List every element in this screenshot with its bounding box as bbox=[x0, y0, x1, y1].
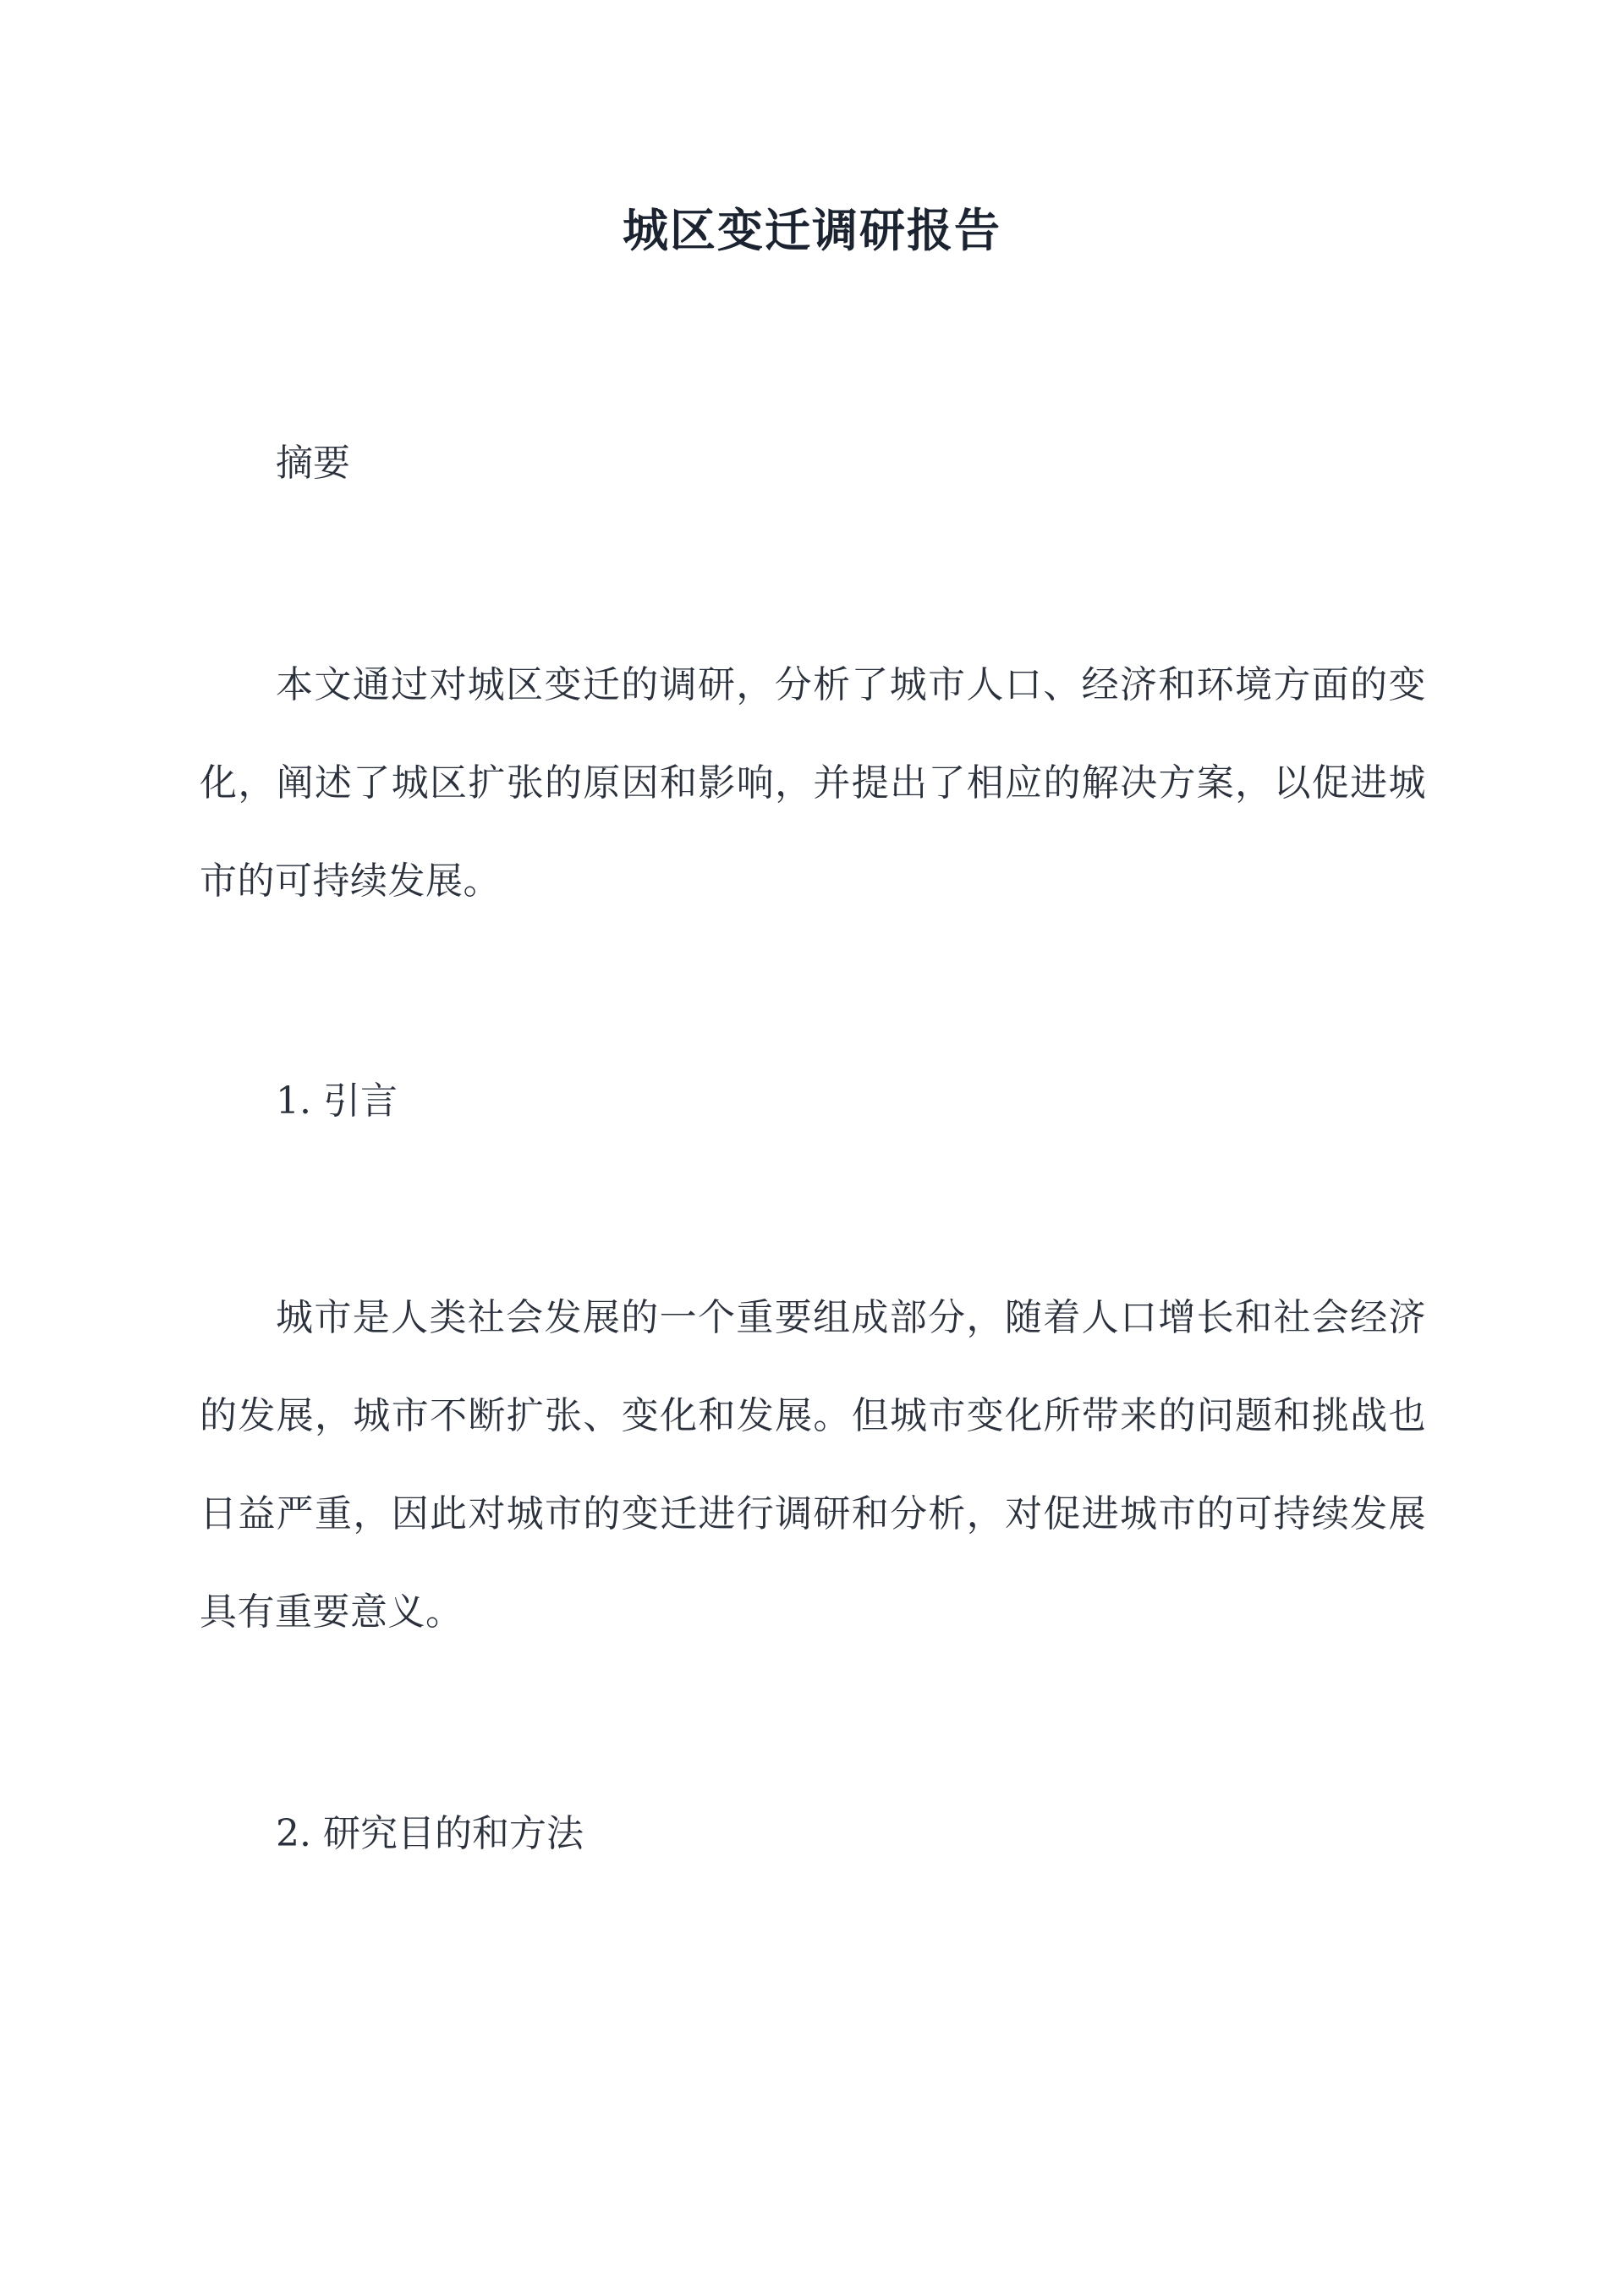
document-title: 城区变迁调研报告 bbox=[623, 203, 1001, 257]
section-1-paragraph: 城市是人类社会发展的一个重要组成部分，随着人口增长和社会经济的发展，城市不断扩张、变化和发展。但城市变化所带来的问题和挑战也日益严重，因此对城市的变迁进行调研和分析，对促进城市的可持续发展具有重要意义。 bbox=[200, 1296, 1426, 1634]
section-2-heading: 2. 研究目的和方法 bbox=[276, 1812, 584, 1855]
abstract-paragraph: 本文通过对城区变迁的调研，分析了城市人口、经济和环境方面的变化，阐述了城区扩张的原因和影响，并提出了相应的解决方案，以促进城市的可持续发展。 bbox=[200, 663, 1426, 903]
section-1-heading: 1. 引言 bbox=[276, 1079, 398, 1123]
abstract-heading: 摘要 bbox=[276, 442, 350, 485]
